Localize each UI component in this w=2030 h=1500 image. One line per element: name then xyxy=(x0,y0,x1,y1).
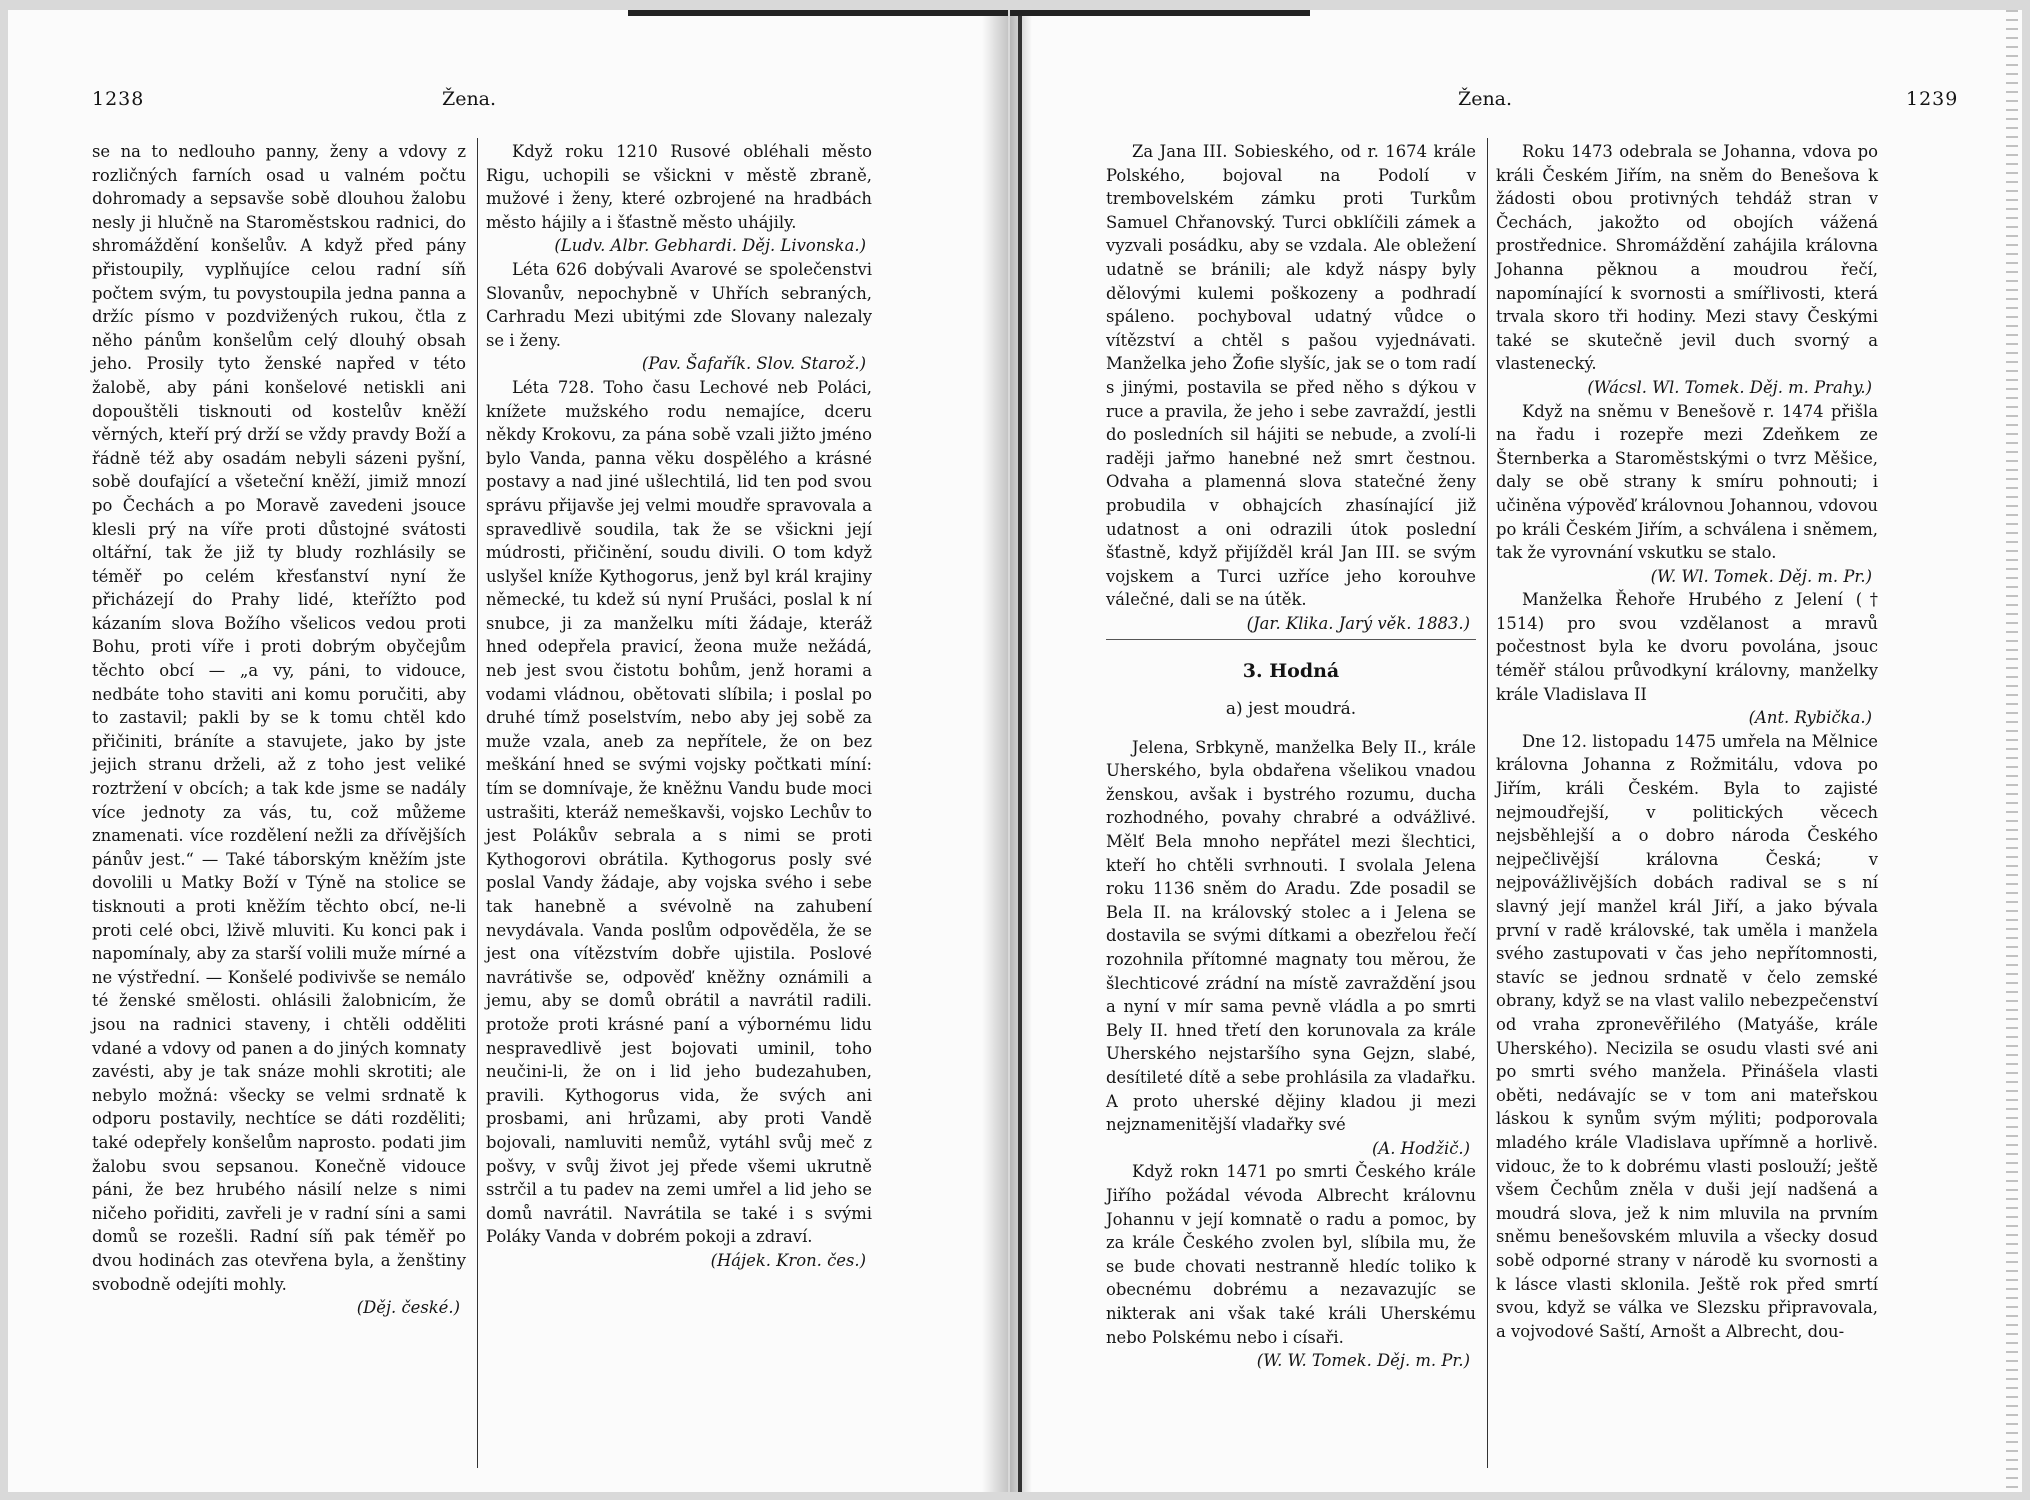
source-citation: (W. Wl. Tomek. Děj. m. Pr.) xyxy=(1650,566,1872,586)
paragraph: Léta 626 dobývali Avarové se společenstvi Slovanův, nepochybně v Uhřích sebraných, Carhradu Mezi ubitými zde Slovany nalezaly se i ženy. xyxy=(486,259,872,350)
paragraph: Roku 1473 odebrala se Johanna, vdova po králi Českém Jiřím, na sněm do Benešova k žádosti obou protivných tehdáž stran v Čechách, jakožto od obojích vážená prostřednice. Shromáždění zahájila královna Johanna pěknou a moudrou řečí, napomínající k svornosti a smířlivosti, která trvala skoro tři hodiny. Mezi stavy Českými také se skutečně jevil duch svorný a vlastenecký. xyxy=(1496,142,1878,374)
page-number: 1239 xyxy=(1906,88,1959,110)
section-rule xyxy=(1106,639,1476,640)
running-head: Žena. xyxy=(1458,88,1513,110)
subsection-heading: a) jest moudrá. xyxy=(1225,699,1357,720)
source-citation: (Pav. Šafařík. Slov. Starož.) xyxy=(641,354,866,374)
paragraph: Za Jana III. Sobieského, od r. 1674 krále Polského, bojoval na Podolí v trembovelském zámku proti Turkům Samuel Chřanovský. Turci obklíčili zámek a vyzvali posádku, aby se vzdala. Ale obležení udatně se bránili; ale když náspy byly dělovými kulemi poškozeny a podhradí spáleno. pochyboval udatný vůdce o vítězství a chtěl s pašou vyjednávati. Manželka jeho Žofie slyšíc, jak se o tom radí s jinými, postavila se před něho s dýkou v ruce a pravila, že jeho i sebe zavraždí, jestli do posledních sil hájiti se nebude, a zvolí-li raději jařmo hanebné než smrt čestnou. Odvaha a plamenná slova statečné ženy probudila v obhajcích zhasínající již udatnost a oni odrazili útok poslední šťastně, když přijížděl král Jan III. se svým vojskem a Turci uzříce jeho korouhve válečné, dali se na útěk. xyxy=(1106,142,1476,610)
paragraph: Když na sněmu v Benešově r. 1474 přišla na řadu i rozepře mezi Zdeňkem ze Šternberka a Staroměstskými o tvrz Měšice, daly se obě strany k smíru pohnouti; i učiněna výpověď královnou Johannou, vdovou po králi Českém Jiřím, a schválena i sněmem, tak že vyrovnání vskutku se stalo. xyxy=(1496,401,1878,563)
source-citation: (Hájek. Kron. čes.) xyxy=(710,1250,866,1270)
left-page xyxy=(8,10,1008,1492)
column-divider xyxy=(1487,138,1488,1468)
spine-shadow xyxy=(982,10,1008,1492)
paragraph: Když rokn 1471 po smrti Českého krále Jiřího požádal vévoda Albrecht královnu Johannu v její komnatě o radu a pomoc, by za krále Českého zvolen byl, slíbila mu, že se bude chovati nestranně hledíc toliko k obecnému dobrému a nezavazujíc se nikterak ani však také králi Uherskému nebo Polskému nebo i císaři. xyxy=(1106,1162,1476,1347)
source-citation: (Wácsl. Wl. Tomek. Děj. m. Prahy.) xyxy=(1587,377,1872,397)
column-divider xyxy=(477,138,478,1468)
paragraph: Manželka Řehoře Hrubého z Jelení († 1514) pro svou vzdělanost a mravů počestnost byla ke dvoru povolána, jsouc téměř stálou průvodkyní královny, manželky krále Vladislava II xyxy=(1496,590,1878,704)
spine-edge xyxy=(1018,10,1022,1492)
paragraph: Jelena, Srbkyně, manželka Bely II., krále Uherského, byla obdařena všelikou vnadou ženskou, avšak i bystrého rozumu, ducha rozhodného, povahy chrabré a odvážlivé. Mělť Bela mnoho nepřátel mezi šlechtici, kteří ho chtěli svrhnouti. I svolala Jelena roku 1136 sněm do Aradu. Zde posadil se Bela II. na královský stolec a i Jelena se dostavila se svými dítkami a obezřelou řečí rozohnila přítomné magnaty tou měrou, že šlechticové zrádní na místě zavraždění jsou a nyní v mír sama pevně vládla a po smrti Bely II. hned třetí den korunovala za krále Uherského nejstaršího syna Gejzn, slabé, desítileté dítě a sebe prohlásila za vladařku. A proto uherské dějiny kladou ji mezi nejznamenitější vladařky své xyxy=(1106,737,1476,1135)
left-col-1 xyxy=(92,140,466,1320)
left-col-2 xyxy=(486,140,872,1273)
right-col-1 xyxy=(1106,140,1476,1373)
source-citation: (Jar. Klika. Jarý věk. 1883.) xyxy=(1246,613,1470,633)
section-heading: 3. Hodná xyxy=(1242,660,1340,683)
source-citation: (A. Hodžič.) xyxy=(1372,1138,1470,1158)
paragraph: Léta 728. Toho času Lechové neb Poláci, knížete mužského rodu nemajíce, dceru někdy Krokovu, za pána sobě vzali jižto jméno bylo Vanda, panna věku dospělého a krásné postavy a nad jiné ušlechtilá, lid ten pod svou správu přijavše jej velmi moudře spravovala a spravedlivě soudila, tak že se všickni její múdrosti, přičinění, soudu divili. O tom když uslyšel kníže Kythogorus, jenž byl král krajiny německé, tu kdež sú nyní Prušáci, poslal k ní snubce, ji za manželku míti žádaje, kteráž hned odepřela pravicí, žeona muže nežádá, neb jest svou čistotu bohům, jenž horami a vodami vládnou, obětovati slíbila; i poslal po druhé tímž poselstvím, nebo aby jej sobě za muže vzala, aneb za nepřítele, že on bez meškání hned se svými vojsky počtkati míní: tím se domnívaje, že kněžnu Vandu bude moci ustrašiti, kteráž nemeškavši, vojsko Lechův to jest Polákův sebrala a s nimi se proti Kythogorovi obrátila. Kythogorus posly své poslal Vandy žádaje, aby vojska svého i sebe tak hanebně a svévolně na zahubení nevydávala. Vanda poslům odpověděla, že se jest ona vítězstvím dobře ujistila. Poslové navrátivše se, odpověď kněžny oznámili a jemu, aby se domů obrátil a navrátil radili. protože proti krásné paní a výbornému lidu nespravedlivě jest bojovati uminil, toho neučini-li, že on i lid jeho budezahuben, pravili. Kythogorus vida, že svých ani prosbami, ani hrůzami, aby proti Vandě bojovali, namluviti nemůž, vytáhl svůj meč z pošvy, v svůj život jej přede všemi ukrutně sstrčil a tu padev na zemi umřel a lid jeho se domů navrátil. Navrátila se také i s svými Poláky Vanda v dobrém pokoji a zdraví. xyxy=(486,377,872,1247)
source-citation: (Ludv. Albr. Gebhardi. Děj. Livonska.) xyxy=(554,236,866,256)
source-citation: (Děj. české.) xyxy=(356,1298,460,1318)
paragraph: Když roku 1210 Rusové obléhali město Rigu, uchopili se všickni v městě zbraně, mužové i ženy, které ozbrojené na hradbách město hájily a i šťastně město uhájily. xyxy=(486,142,872,232)
top-edge-rule xyxy=(628,10,1008,16)
paragraph: Dne 12. listopadu 1475 umřela na Mělnice královna Johanna z Rožmitálu, vdova po Jiřím, králi Českém. Byla to zajisté nejmoudřejší, v politických věcech nejsběhlejší a o dobro národa Českého nejpečlivější královna Česká; v nejpovážlivějších dobách radival se s ní slavný její manžel král Jiří, a jako bývala první v radě královské, tak uměla i manžela svého zastupovati v čas jeho nepřítomnosti, stavíc se jednou srdnatě v čelo zemské obrany, když se na vlast valilo nebezpečenství od vraha zpronevěřilého (Matyáše, krále Uherského). Necizila se osudu vlasti své ani po smrti svého manžela. Přinášela vlasti oběti, nedávajíc se v tom ani mateřskou láskou k synům svým mýliti; podporovala mladého krále Vladislava upřímně a horlivě. vidouc, že to k dobrému vlasti poslouží; ještě všem Čechům zněla v duši její nadšená a moudrá slova, jež k nim mluvila na prvním sněmu benešovském mluvila a všecky dosud sobě odporné strany v národě ku svornosti a k lásce vlasti sklonila. Ještě rok před smrtí svou, když se válka ve Slezsku připravovala, a vojvodové Saští, Arnošt a Albrecht, dou- xyxy=(1496,731,1878,1341)
running-head: Žena. xyxy=(442,88,497,110)
top-edge-rule xyxy=(1010,10,1310,16)
paragraph: se na to nedlouho panny, ženy a vdovy z rozličných farních osad u valném počtu dohromady a sepsavše sobě dlouhou žalobu nesly ji hlučně na Staroměstskou radnici, do shromáždění konšelův. A když před pány přistoupily, vyplňujíce celou radní síň počtem svým, tu povystoupila jedna panna a držíc písmo v pozdvižených rukou, čtla z něho pánům konšelům celý dlouhý obsah jeho. Prosily tyto ženské napřed v této žalobě, aby páni konšelové netiskli ani dopouštěli tisknouti od kostelův kněží věrných, kteří prý drží se vždy pravdy Boží a řádně též aby osadám nebyli sázeni pyšní, sobě doufající a všeteční kněží, jimiž mnozí po Čechách a po Moravě zavedeni jsouce klesli prý na víře proti důstojné svátosti oltářní, tak že již ty bludy rozhlásily se téměř po celém křesťanství nyní že přicházejí do Prahy lidé, kteřížto pod kázaním slova Božího všelicos vedou proti Bohu, proti víře i proti dobrým obyčejům těchto obcí — „a vy, páni, to vidouce, nedbáte toho staviti ani komu poručiti, aby to zastavil; pakli by se k tomu chtěl kdo přičiniti, bráníte a stavujete, jako by jste jejich stranu drželi, až z toho jest veliké roztržení v obcích; a tak kde jsme se nadály více jednoty za vás, tu, což můžeme znamenati. více rozdělení nežli za dřívějších pánův jest.“ — Také táborským kněžím jste dovolili u Matky Boží v Týně na stolice se tisknouti a proti kněžím těchto obcí, ne-li proti celé obci, lživě mluviti. Ku konci pak i napomínaly, aby za starší volili muže mírné a ne výstřední. — Konšelé podivivše se nemálo té ženské smělosti. ohlásili žalobnicím, že jsou na radnici staveny, i chtěli odděliti vdané a vdovy od panen a do jiných komnaty zavésti, aby je tak snáze mohli skrotiti; ale nebylo možná: všecky se velmi srdnatě k odporu postavily, nechtíce se dáti rozděliti; také odepřely konšelům naprosto. podati jim žalobu svou sepsanou. Konečně vidouce páni, že bez hrubého násilí nelze s nimi ničeho pořiditi, zavřeli je v radní síni a sami domů se rozešli. Radní síň pak téměř po dvou hodinách zas otevřena byla, a ženštiny svobodně odejíti mohly. xyxy=(92,142,466,1294)
source-citation: (Ant. Rybička.) xyxy=(1748,708,1872,728)
right-page xyxy=(1010,10,2022,1492)
page-edge-texture xyxy=(2006,10,2018,1492)
page-number: 1238 xyxy=(92,88,145,110)
right-col-2 xyxy=(1496,140,1878,1343)
source-citation: (W. W. Tomek. Děj. m. Pr.) xyxy=(1256,1351,1470,1371)
